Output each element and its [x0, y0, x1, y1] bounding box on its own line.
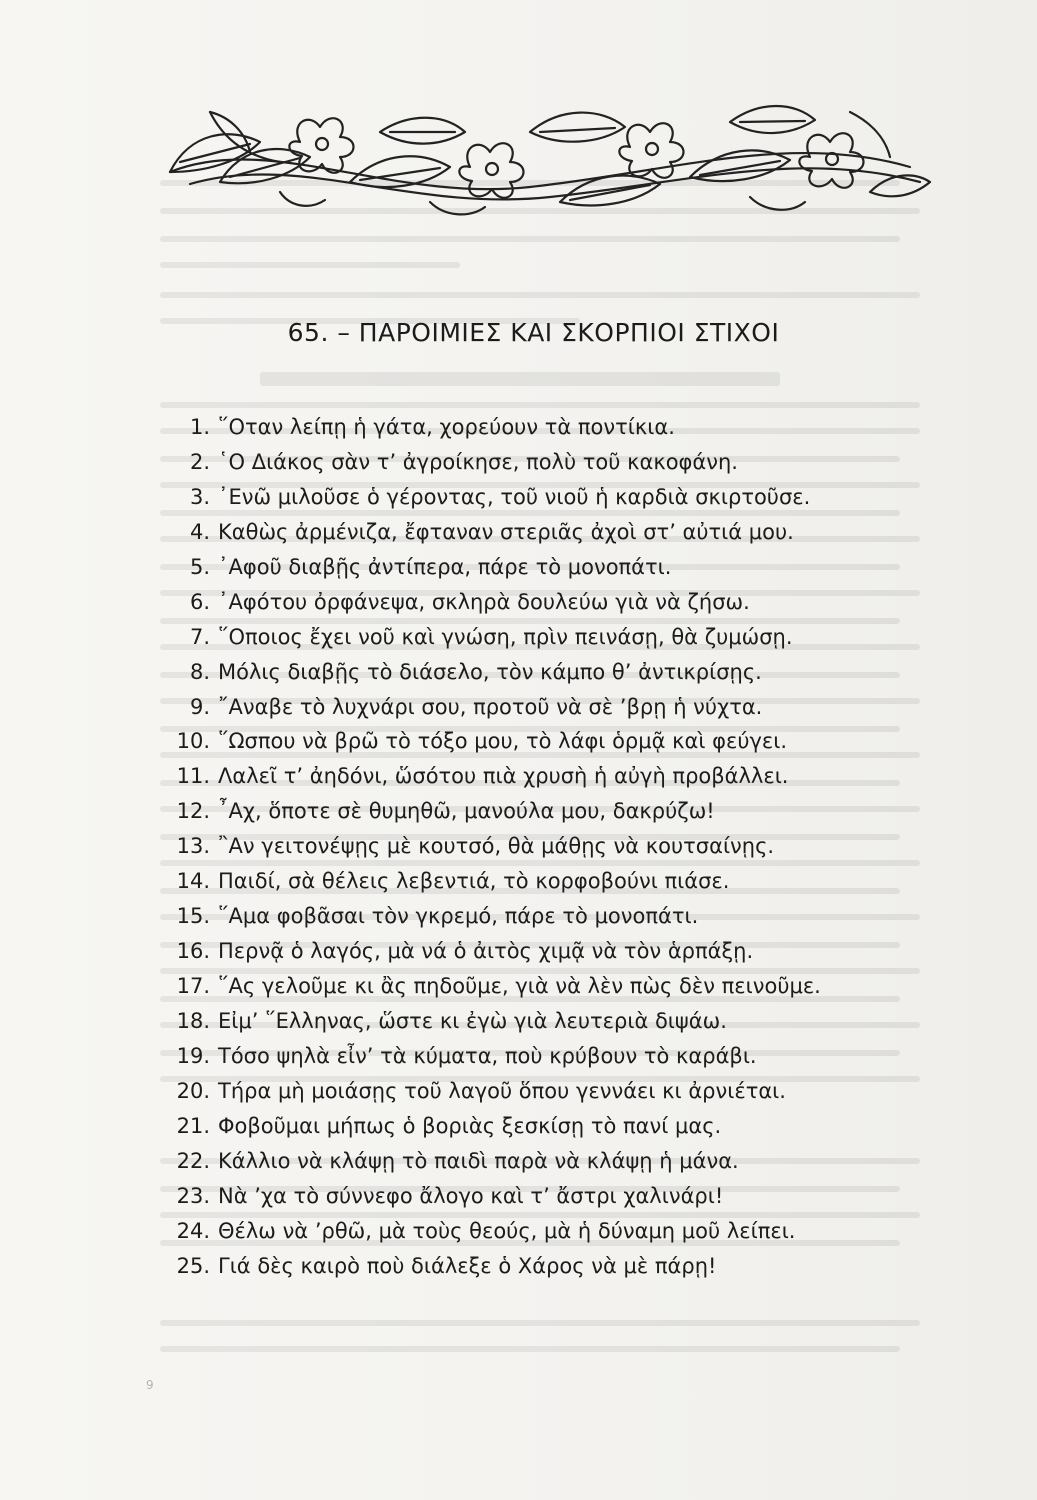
item-number: 4.	[189, 519, 210, 544]
item-number: 8.	[189, 659, 210, 684]
list-item	[160, 585, 1000, 620]
list-item	[160, 1004, 1000, 1039]
item-number: 18.	[176, 1008, 210, 1033]
item-number: 20.	[176, 1078, 210, 1103]
list-item	[160, 724, 1000, 759]
item-text: ῍Αν γειτονέψῃς μὲ κουτσό, θὰ μάθῃς νὰ κουτσαίνῃς.	[218, 834, 775, 859]
list-item	[160, 690, 1000, 725]
list-item	[160, 515, 1000, 550]
item-number: 16.	[176, 939, 210, 964]
item-number: 2.	[189, 449, 210, 474]
item-number: 17.	[176, 974, 210, 998]
list-item	[160, 794, 1000, 829]
list-item	[160, 410, 1000, 445]
list-item	[160, 969, 1000, 1004]
item-text: Τόσο ψηλὰ εἶν’ τὰ κύματα, ποὺ κρύβουν τὸ καράβι.	[218, 1043, 757, 1068]
floral-ornament	[150, 72, 940, 242]
item-text: ᾿Ενῶ μιλοῦσε ὁ γέροντας, τοῦ νιοῦ ἡ καρδιὰ σκιρτοῦσε.	[218, 484, 811, 509]
item-text: ῞Αμα φοβᾶσαι τὸν γκρεμό, πάρε τὸ μονοπάτι.	[218, 904, 699, 929]
item-text: ῞Οταν λείπῃ ἡ γάτα, χορεύουν τὰ ποντίκια.	[218, 415, 675, 439]
list-item	[160, 899, 1000, 934]
list-item	[160, 655, 1000, 690]
item-text: Παιδί, σὰ θέλεις λεβεντιά, τὸ κορφοβούνι πιάσε.	[218, 869, 730, 894]
item-number: 14.	[176, 869, 210, 894]
item-text: ᾿Αφότου ὀρφάνεψα, σκληρὰ δουλεύω γιὰ νὰ ζήσω.	[218, 589, 750, 614]
item-text: Τήρα μὴ μοιάσῃς τοῦ λαγοῦ ὅπου γεννάει κι ἀρνιέται.	[218, 1078, 786, 1103]
list-item	[160, 829, 1000, 864]
list-item	[160, 1144, 1000, 1179]
list-item	[160, 1109, 1000, 1144]
item-text: Νὰ ’χα τὸ σύννεφο ἄλογο καὶ τ’ ἄστρι χαλινάρι!	[218, 1183, 724, 1208]
page-folio-mark: 9	[146, 1378, 154, 1392]
list-item	[160, 1214, 1000, 1249]
list-item	[160, 1179, 1000, 1214]
item-number: 7.	[189, 624, 210, 649]
item-text: Γιά δὲς καιρὸ ποὺ διάλεξε ὁ Χάρος νὰ μὲ πάρῃ!	[218, 1253, 717, 1278]
item-text: ῏Αχ, ὅποτε σὲ θυμηθῶ, μανούλα μου, δακρύζω!	[218, 799, 715, 824]
item-text: Περνᾷ ὁ λαγός, μὰ νά ὁ ἀιτὸς χιμᾷ νὰ τὸν ἁρπάξῃ.	[218, 939, 754, 964]
list-item	[160, 1074, 1000, 1109]
item-text: ῾Ο Διάκος σὰν τ’ ἀγροίκησε, πολὺ τοῦ κακοφάνη.	[218, 449, 738, 474]
list-item	[160, 864, 1000, 899]
item-number: 13.	[176, 834, 210, 859]
item-text: ᾿Αφοῦ διαβῇς ἀντίπερα, πάρε τὸ μονοπάτι.	[218, 554, 672, 579]
item-number: 5.	[189, 554, 210, 579]
list-item	[160, 934, 1000, 969]
item-number: 6.	[189, 589, 210, 614]
item-number: 15.	[176, 904, 210, 929]
list-item	[160, 1249, 1000, 1284]
item-text: ῞Ωσπου νὰ βρῶ τὸ τόξο μου, τὸ λάφι ὁρμᾷ καὶ φεύγει.	[218, 729, 788, 754]
item-number: 21.	[176, 1113, 210, 1138]
item-number: 10.	[176, 729, 210, 754]
list-item	[160, 550, 1000, 585]
page-title: 65. – ΠΑΡΟΙΜΙΕΣ ΚΑΙ ΣΚΟΡΠΙΟΙ ΣΤΙΧΟΙ	[287, 318, 780, 347]
item-text: Εἰμ’ ῞Ελληνας, ὥστε κι ἐγὼ γιὰ λευτεριὰ διψάω.	[218, 1008, 727, 1033]
item-number: 23.	[176, 1183, 210, 1208]
item-number: 22.	[176, 1148, 210, 1173]
item-text: Κάλλιο νὰ κλάψῃ τὸ παιδὶ παρὰ νὰ κλάψῃ ἡ μάνα.	[218, 1148, 739, 1173]
item-text: ῎Αναβε τὸ λυχνάρι σου, προτοῦ νὰ σὲ ’βρῃ ἡ νύχτα.	[218, 694, 763, 719]
item-text: Θέλω νὰ ’ρθῶ, μὰ τοὺς θεούς, μὰ ἡ δύναμη μοῦ λείπει.	[218, 1218, 796, 1243]
item-number: 25.	[176, 1253, 210, 1278]
item-number: 3.	[189, 484, 210, 509]
proverb-list	[160, 410, 1000, 1283]
list-item	[160, 480, 1000, 515]
item-text: ῞Ας γελοῦμε κι ἂς πηδοῦμε, γιὰ νὰ λὲν πὼς δὲν πεινοῦμε.	[218, 974, 821, 998]
item-number: 12.	[176, 799, 210, 824]
item-text: Φοβοῦμαι μήπως ὁ βοριὰς ξεσκίσῃ τὸ πανί μας.	[218, 1113, 722, 1138]
item-number: 19.	[176, 1043, 210, 1068]
item-number: 24.	[176, 1218, 210, 1243]
item-text: Καθὼς ἀρμένιζα, ἔφταναν στεριᾶς ἀχοὶ στ’ αὐτιά μου.	[218, 519, 794, 544]
list-item	[160, 445, 1000, 480]
list-item	[160, 759, 1000, 794]
item-text: Μόλις διαβῇς τὸ διάσελο, τὸν κάμπο θ’ ἀντικρίσῃς.	[218, 659, 762, 684]
list-item	[160, 1039, 1000, 1074]
item-number: 11.	[176, 764, 210, 789]
item-number: 1.	[189, 415, 210, 439]
item-number: 9.	[189, 694, 210, 719]
item-text: ῞Οποιος ἔχει νοῦ καὶ γνώση, πρὶν πεινάσῃ, θὰ ζυμώσῃ.	[218, 624, 793, 649]
item-text: Λαλεῖ τ’ ἀηδόνι, ὥσότου πιὰ χρυσὴ ἡ αὐγὴ προβάλλει.	[218, 764, 789, 789]
list-item	[160, 620, 1000, 655]
